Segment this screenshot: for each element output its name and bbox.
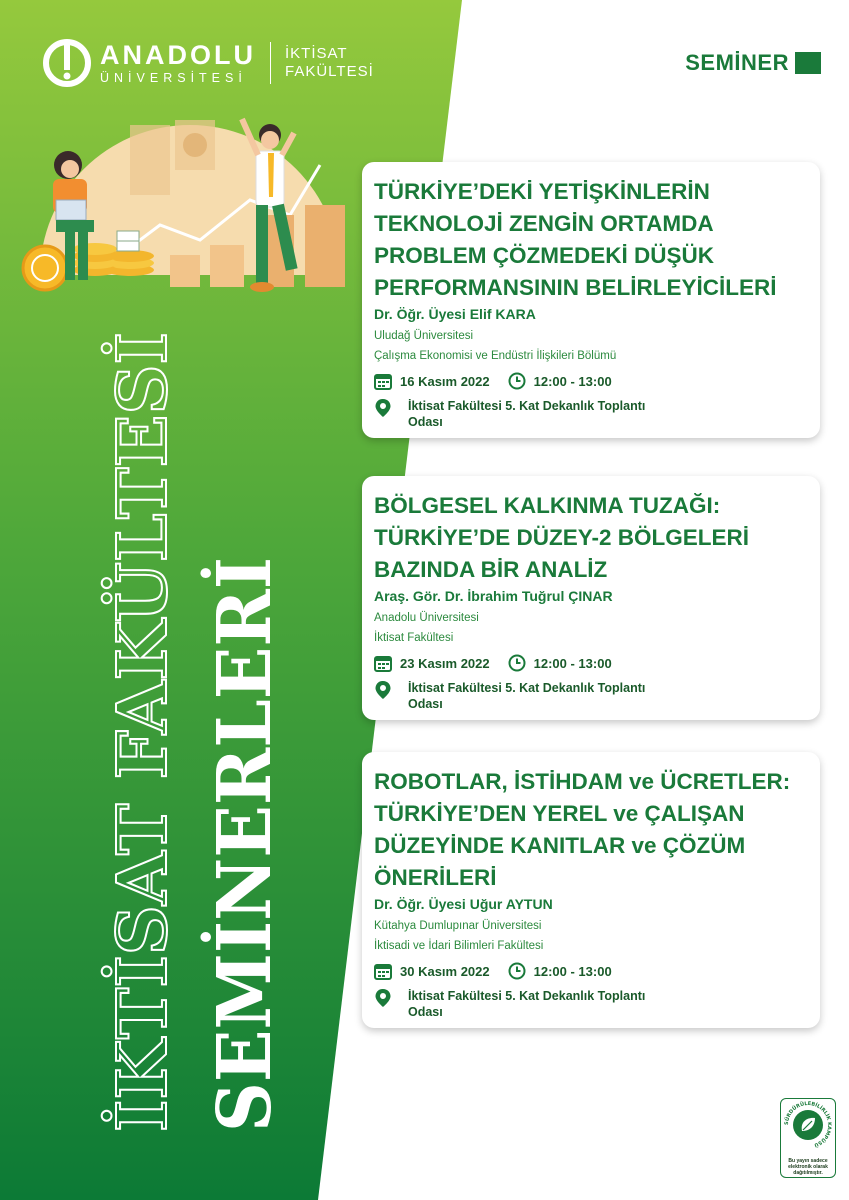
seminar-location xyxy=(400,680,650,712)
seminar-location xyxy=(400,988,650,1020)
seminar-date: 30 Kasım 2022 xyxy=(400,963,490,979)
title-line: TÜRKİYE’DEN YEREL ve ÇALIŞAN xyxy=(374,801,745,826)
seminar-time: 12:00 - 13:00 xyxy=(533,373,612,389)
speaker-name: Araş. Gör. Dr. İbrahim Tuğrul ÇINAR xyxy=(374,588,613,604)
location-pin-icon xyxy=(374,680,392,700)
speaker-institution: Uludağ Üniversitesi xyxy=(374,330,474,342)
speaker-department: Çalışma Ekonomisi ve Endüstri İlişkileri Bölümü xyxy=(374,350,617,362)
speaker-department: İktisat Fakültesi xyxy=(374,632,454,644)
seminar-card-1 xyxy=(362,162,820,438)
calendar-icon xyxy=(374,962,392,980)
badge-note xyxy=(781,1158,835,1176)
location-line: Odası xyxy=(408,697,443,711)
seminar-card-2 xyxy=(362,476,820,720)
speaker-name: Dr. Öğr. Üyesi Uğur AYTUN xyxy=(374,896,553,912)
location-pin-icon xyxy=(374,988,392,1008)
speaker-institution: Kütahya Dumlupınar Üniversitesi xyxy=(374,920,542,932)
location-line: Odası xyxy=(408,415,443,429)
seminar-date: 23 Kasım 2022 xyxy=(400,655,490,671)
badge-note-line: dağıtılmıştır. xyxy=(793,1170,823,1176)
seminar-location xyxy=(400,398,650,430)
clock-icon xyxy=(508,654,526,672)
sustainability-badge xyxy=(780,1098,836,1178)
title-line: BÖLGESEL KALKINMA TUZAĞI: xyxy=(374,493,721,518)
speaker-department: İktisadi ve İdari Bilimleri Fakültesi xyxy=(374,940,544,952)
title-line: TEKNOLOJİ ZENGİN ORTAMDA xyxy=(374,211,714,236)
title-line: PERFORMANSININ BELİRLEYİCİLERİ xyxy=(374,275,777,300)
calendar-icon xyxy=(374,654,392,672)
title-line: ÖNERİLERİ xyxy=(374,865,497,890)
logo-name: ANADOLU xyxy=(100,39,256,70)
location-pin-icon xyxy=(374,398,392,418)
title-line: DÜZEYİNDE KANITLAR ve ÇÖZÜM xyxy=(374,833,746,858)
badge-note-line: elektronik olarak xyxy=(788,1164,828,1170)
location-line: İktisat Fakültesi 5. Kat Dekanlık Toplantı xyxy=(408,399,646,413)
speaker-institution: Anadolu Üniversitesi xyxy=(374,612,479,624)
logo-sub: ÜNİVERSİTESİ xyxy=(100,70,247,85)
seminar-title xyxy=(374,766,808,894)
title-line: ROBOTLAR, İSTİHDAM ve ÜCRETLER: xyxy=(374,769,791,794)
vertical-title-line2: SEMİNERLERİ xyxy=(202,515,288,1132)
sustainability-leaf-icon xyxy=(782,1099,834,1151)
seminar-title xyxy=(374,490,808,586)
seminar-date: 16 Kasım 2022 xyxy=(400,373,490,389)
location-line: İktisat Fakültesi 5. Kat Dekanlık Toplantı xyxy=(408,989,646,1003)
title-line: BAZINDA BİR ANALİZ xyxy=(374,557,608,582)
title-line: TÜRKİYE’DEKİ YETİŞKİNLERİN xyxy=(374,179,710,204)
faculty-line2: FAKÜLTESİ xyxy=(285,63,374,80)
badge-ring-text: SÜRDÜRÜLEBİLİRLİK KAMPÜSÜ xyxy=(783,1100,833,1148)
location-line: Odası xyxy=(408,1005,443,1019)
seminar-time: 12:00 - 13:00 xyxy=(533,963,612,979)
seminer-tag-label: SEMİNER xyxy=(685,50,789,75)
clock-icon xyxy=(508,372,526,390)
seminar-card-3 xyxy=(362,752,820,1028)
badge-note-line: Bu yayın sadece xyxy=(788,1158,828,1164)
calendar-icon xyxy=(374,372,392,390)
seminar-time: 12:00 - 13:00 xyxy=(533,655,612,671)
location-line: İktisat Fakültesi 5. Kat Dekanlık Toplantı xyxy=(408,681,646,695)
seminar-title xyxy=(374,176,808,304)
vertical-title-line1: İKTİSAT FAKÜLTESİ xyxy=(103,347,183,1132)
title-line: PROBLEM ÇÖZMEDEKİ DÜŞÜK xyxy=(374,243,715,268)
speaker-name: Dr. Öğr. Üyesi Elif KARA xyxy=(374,306,536,322)
faculty-line1: İKTİSAT xyxy=(285,45,348,62)
clock-icon xyxy=(508,962,526,980)
title-line: TÜRKİYE’DE DÜZEY-2 BÖLGELERİ xyxy=(374,525,750,550)
